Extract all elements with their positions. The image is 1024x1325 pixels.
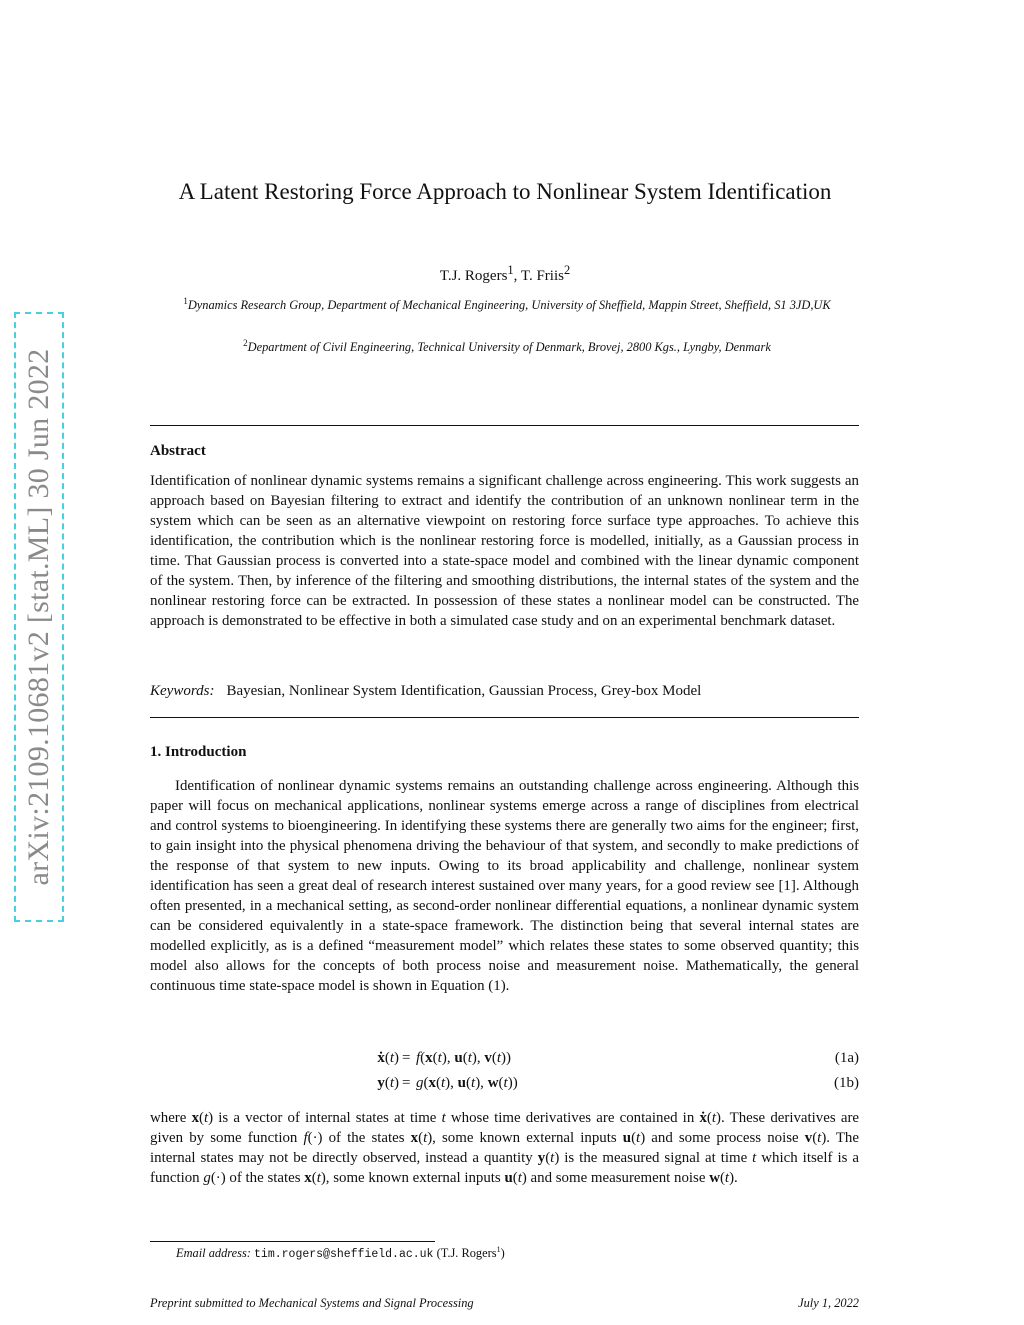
equation-1b: y(t) = g(x(t), u(t), w(t)) (1b)	[377, 1075, 859, 1091]
affiliation-mark: 1	[183, 296, 188, 306]
section-heading: 1. Introduction	[150, 744, 247, 760]
abstract-top-rule	[150, 425, 859, 426]
keywords-label: Keywords:	[150, 683, 215, 699]
footnote-mark: 1	[496, 1245, 501, 1254]
equation-number: (1a)	[834, 1050, 859, 1066]
equation-explanation-paragraph: where x(t) is a vector of internal states at time t whose time derivatives are contained in ẋ(t). These derivatives are given by some function f(·) of the states x(t), some known external inputs u(t) and some process noise v(t). The internal states may not be directly observed, instead a quantity y(t) is the measured signal at time t which itself is a function g(·) of the states x(t), some known external inputs u(t) and some measurement noise w(t).	[150, 1110, 860, 1186]
equation-lhs: y(t)	[377, 1075, 399, 1091]
footnote-rule	[150, 1241, 435, 1242]
equation-rhs: g(x(t), u(t), w(t))	[416, 1075, 518, 1091]
affiliation-1	[162, 293, 852, 313]
email-link[interactable]: tim.rogers@sheffield.ac.uk	[254, 1248, 434, 1262]
equation-rhs: f(x(t), u(t), v(t))	[416, 1050, 512, 1066]
intro-paragraph: Identification of nonlinear dynamic systems remains an outstanding challenge across engineering. Although this paper will focus on mechanical applications, nonlinear systems emerge across a range of disciplines from electrical and control systems to bioengineering. In identifying these systems there are generally two aims for the engineer; first, to gain insight into the physical phenomena driving the behaviour of that system, and secondly to make predictions of the response of that system to new inputs. Owing to its broad applicability and challenge, nonlinear system identification has seen a great deal of research interest sustained over many years, for a good review see [1]. Although often presented, in a mechanical setting, as second-order nonlinear differential equations, a nonlinear dynamic system can be considered equivalently in a state-space framework. The distinction being that several internal states are modelled explicitly, as is a defined “measurement model” which relates these states to some observed quantity; this model also allows for the concepts of both process noise and measurement noise. Mathematically, the general continuous time state-space model is shown in Equation (1).	[150, 778, 859, 994]
footnote-label: Email address:	[176, 1246, 251, 1261]
equation-number: (1b)	[834, 1075, 859, 1091]
equation-lhs: ẋ(t)	[377, 1050, 399, 1066]
keywords-text: Bayesian, Nonlinear System Identification, Gaussian Process, Grey-box Model	[226, 683, 702, 699]
author-name: T.J. Rogers	[439, 268, 508, 284]
author-name: T. Friis	[520, 268, 564, 284]
affiliation-mark: 2	[243, 338, 248, 348]
abstract-bottom-rule	[150, 717, 859, 718]
author-list: T.J. Rogers$^1$, T. Friis$^2$	[439, 263, 571, 284]
footer-date: July 1, 2022	[798, 1296, 859, 1310]
footnote-close: )	[500, 1246, 505, 1261]
footnote-owner: (T.J. Rogers	[436, 1246, 497, 1261]
affiliation-text: Department of Civil Engineering, Technical University of Denmark, Brovej, 2800 Kgs., Lyngby, Denmark	[247, 340, 771, 355]
abstract-heading: Abstract	[150, 443, 206, 459]
footnote	[176, 1245, 505, 1261]
author-affiliation-mark: 1	[507, 263, 514, 277]
author-affiliation-mark: 2	[563, 263, 571, 277]
equation-1a: ẋ(t) = f(x(t), u(t), v(t)) (1a)	[377, 1050, 859, 1066]
arxiv-stamp-text: arXiv:2109.10681v2 [stat.ML] 30 Jun 2022	[22, 348, 55, 886]
affiliation-2	[162, 335, 852, 355]
abstract-text: Identification of nonlinear dynamic systems remains a significant challenge across engineering. This work suggests an approach based on Bayesian filtering to extract and identify the contribution of an unknown nonlinear term in the system which can be seen as an alternative viewpoint on restoring force surface type approaches. To achieve this identification, the contribution which is the nonlinear restoring force is modelled, initially, as a Gaussian process in time. That Gaussian process is converted into a state-space model and combined with the linear dynamic component of the system. Then, by inference of the filtering and smoothing distributions, the internal states of the system and the nonlinear restoring force can be extracted. In possession of these states a nonlinear model can be constructed. The approach is demonstrated to be effective in both a simulated case study and on an experimental benchmark dataset.	[150, 473, 859, 629]
keywords	[150, 683, 859, 700]
footer-journal: Preprint submitted to Mechanical Systems and Signal Processing	[150, 1296, 474, 1310]
paper-title: A Latent Restoring Force Approach to Nonlinear System Identification	[178, 179, 832, 204]
arxiv-stamp[interactable]	[14, 312, 64, 922]
affiliation-text: Dynamics Research Group, Department of Mechanical Engineering, University of Sheffield, Mappin Street, Sheffield, S1 3JD,UK	[187, 298, 831, 313]
